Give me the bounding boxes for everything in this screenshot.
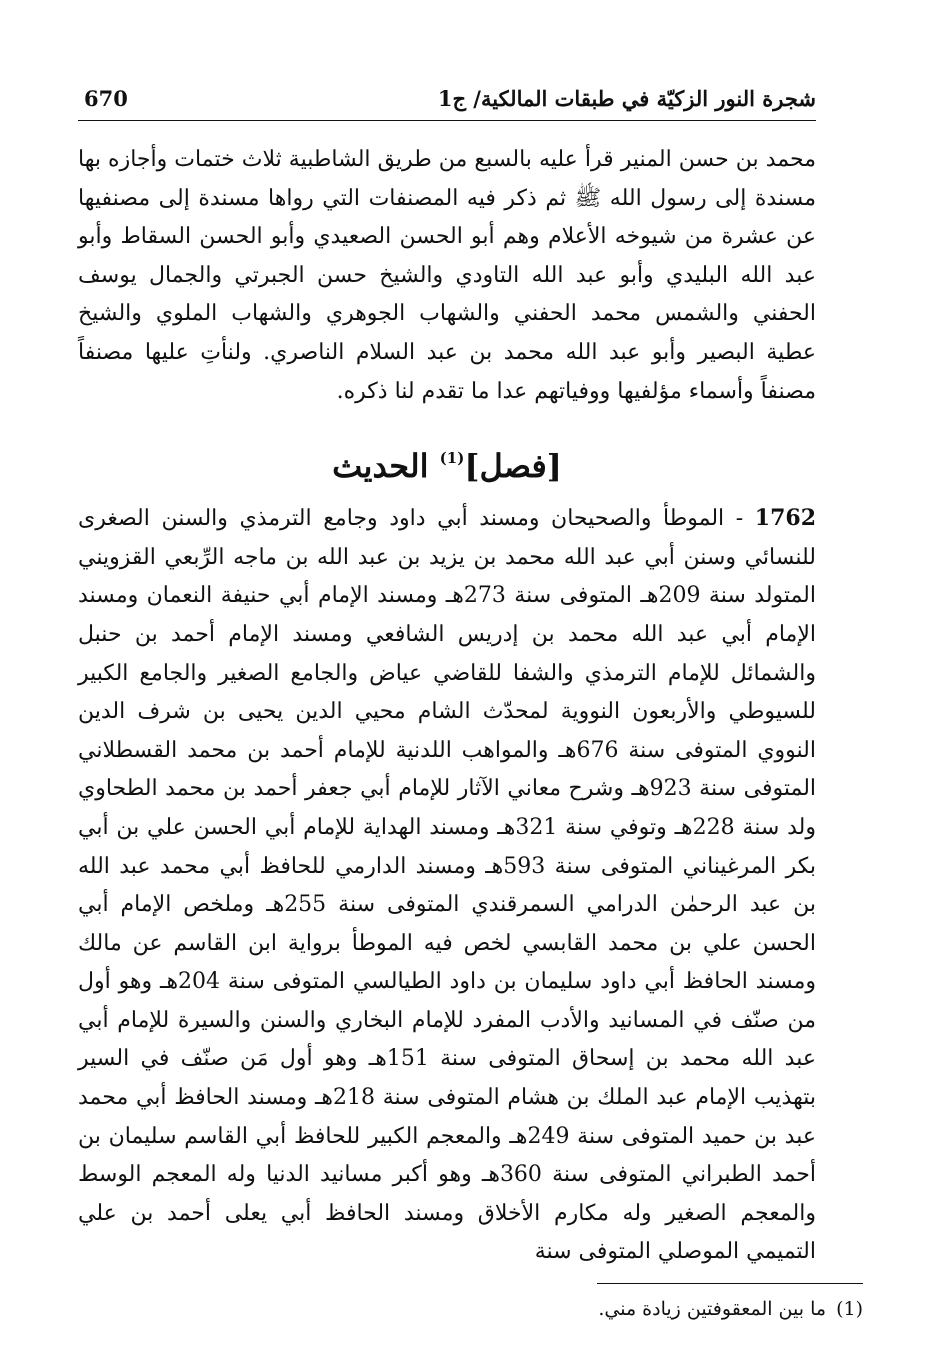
section-heading	[78, 429, 816, 487]
footnote-marker: (1)	[836, 1298, 863, 1320]
section-heading-prefix: [فصل]	[464, 447, 562, 486]
section-heading-title: الحديث	[332, 447, 429, 486]
page-number: 670	[84, 86, 128, 111]
book-page	[78, 80, 816, 1272]
running-title: شجرة النور الزكيّة في طبقات المالكية/ ج1	[437, 86, 816, 111]
footnote-reference: (1)	[439, 449, 465, 468]
intro-paragraph: محمد بن حسن المنير قرأ عليه بالسبع من طريق الشاطبية ثلاث ختمات وأجازه بها مسندة إلى رسول الله ﷺ ثم ذكر فيه المصنفات التي رواها مسندة إلى مصنفيها عن عشرة من شيوخه الأعلام وهم أبو الحسن الصعيدي وأبو الحسن السقاط وأبو عبد الله البليدي وأبو عبد الله التاودي والشيخ حسن الجبرتي والجمال يوسف الحفني والشمس محمد الحفني والشهاب الجوهري والشهاب الملوي والشيخ عطية البصير وأبو عبد الله محمد بن عبد السلام الناصري. ولنأتِ عليها مصنفاً مصنفاً وأسماء مؤلفيها ووفياتهم عدا ما تقدم لنا ذكره.	[78, 147, 816, 404]
page-header	[78, 80, 816, 121]
entry-paragraph	[78, 499, 816, 1272]
entry-text: - الموطأ والصحيحان ومسند أبي داود وجامع الترمذي والسنن الصغرى للنسائي وسنن أبي عبد الله محمد بن يزيد بن عبد الله بن ماجه الرِّبعي القزويني المتولد سنة 209هـ المتوفى سنة 273هـ ومسند الإمام أبي حنيفة النعمان ومسند الإمام أبي عبد الله محمد بن إدريس الشافعي ومسند الإمام أحمد بن حنبل والشمائل للإمام الترمذي والشفا للقاضي عياض والجامع الصغير والجامع الكبير للسيوطي والأربعون النووية لمحدّث الشام محيي الدين يحيى بن شرف الدين النووي المتوفى سنة 676هـ والمواهب اللدنية للإمام أحمد بن محمد القسطلاني المتوفى سنة 923هـ وشرح معاني الآثار للإمام أبي جعفر أحمد بن محمد الطحاوي ولد سنة 228هـ وتوفي سنة 321هـ ومسند الهداية للإمام أبي الحسن علي بن أبي بكر المرغيناني المتوفى سنة 593هـ ومسند الدارمي للحافظ أبي محمد عبد الله بن عبد الرحمٰن الدرامي السمرقندي المتوفى سنة 255هـ وملخص الإمام أبي الحسن علي بن محمد القابسي لخص فيه الموطأ برواية ابن القاسم عن مالك ومسند الحافظ أبي داود سليمان بن داود الطيالسي المتوفى سنة 204هـ وهو أول من صنّف في المسانيد والأدب المفرد للإمام البخاري والسنن والسيرة للإمام أبي عبد الله محمد بن إسحاق المتوفى سنة 151هـ وهو أول مَن صنّف في السير بتهذيب الإمام عبد الملك بن هشام المتوفى سنة 218هـ ومسند الحافظ أبي محمد عبد بن حميد المتوفى سنة 249هـ والمعجم الكبير للحافظ أبي القاسم سليمان بن أحمد الطبراني المتوفى سنة 360هـ وهو أكبر مسانيد الدنيا وله المعجم الوسط والمعجم الصغير وله مكارم الأخلاق ومسند الحافظ أبي يعلى أحمد بن علي التميمي الموصلي المتوفى سنة	[78, 506, 817, 1265]
entry-number: 1762	[754, 505, 816, 532]
footnote	[125, 1294, 863, 1324]
footnote-separator	[597, 1283, 863, 1284]
footnote-text: ما بين المعقوفتين زيادة مني.	[598, 1298, 827, 1320]
